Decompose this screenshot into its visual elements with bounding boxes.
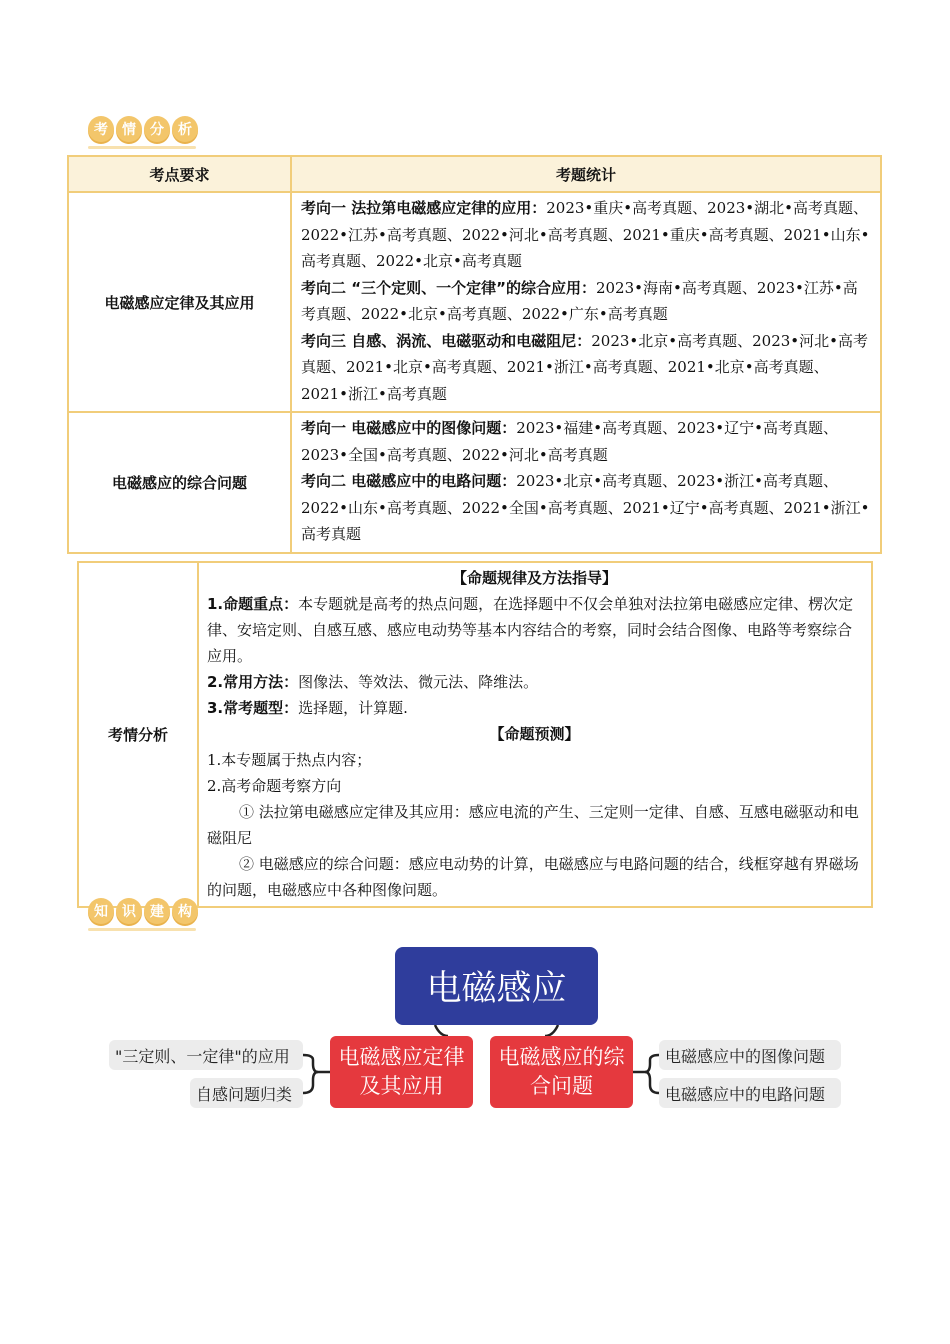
badge-char: 分: [144, 116, 170, 142]
list-item: 考向二 电磁感应中的电路问题：2023•北京•高考真题、2023•浙江•高考真题、2022•山东•高考真题、2022•全国•高考真题、2021•辽宁•高考真题、2021•浙江•高考真题: [301, 472, 870, 543]
row-category: 电磁感应的综合问题: [68, 412, 291, 553]
list-item: 考向二 “三个定则、一个定律”的综合应用：2023•海南•高考真题、2023•江苏•高考真题、2022•北京•高考真题、2022•广东•高考真题: [301, 278, 858, 323]
paragraph-methods: 2.常用方法：图像法、等效法、微元法、降维法。: [207, 673, 539, 691]
mindmap-leaf: 电磁感应中的电路问题: [659, 1078, 841, 1108]
heading-prediction: 【命题预测】: [489, 725, 580, 743]
badge-char: 建: [144, 898, 170, 924]
mindmap-leaf: "三定则、一定律"的应用: [109, 1040, 303, 1070]
paragraph-focus: 1.命题重点：本专题就是高考的热点问题，在选择题中不仅会单独对法拉第电磁感应定律、楞次定律、安培定则、自感互感、感应电动势等基本内容结合的考察，同时会结合图像、电路等考察综合应用。: [207, 595, 854, 665]
paragraph-types: 3.常考题型：选择题，计算题.: [207, 699, 408, 717]
header-statistics: 考题统计: [291, 156, 881, 192]
badge-char: 考: [88, 116, 114, 142]
prediction-line: ② 电磁感应的综合问题：感应电动势的计算，电磁感应与电路问题的结合，线框穿越有界磁场的问题，电磁感应中各种图像问题。: [207, 855, 859, 899]
mindmap-branch-comprehensive: 电磁感应的综合问题: [490, 1036, 633, 1108]
heading-guidance: 【命题规律及方法指导】: [451, 569, 617, 587]
mindmap-branch-law: 电磁感应定律及其应用: [330, 1036, 473, 1108]
mindmap-root: 电磁感应: [395, 947, 598, 1025]
badge-char: 识: [116, 898, 142, 924]
badge-char: 情: [116, 116, 142, 142]
prediction-line: ① 法拉第电磁感应定律及其应用：感应电流的产生、三定则一定律、自感、互感电磁驱动和电磁阻尼: [207, 803, 859, 847]
mindmap-leaf: 电磁感应中的图像问题: [659, 1040, 841, 1070]
list-item: 考向一 法拉第电磁感应定律的应用：2023•重庆•高考真题、2023•湖北•高考真题、2022•江苏•高考真题、2022•河北•高考真题、2021•重庆•高考真题、2021•山东•高考真题、2022•北京•高考真题: [301, 199, 870, 270]
prediction-line: 2.高考命题考察方向: [207, 777, 342, 795]
list-item: 考向一 电磁感应中的图像问题：2023•福建•高考真题、2023•辽宁•高考真题、2023•全国•高考真题、2022•河北•高考真题: [301, 419, 838, 464]
prediction-line: 1.本专题属于热点内容；: [207, 751, 372, 769]
badge-char: 构: [172, 898, 198, 924]
mindmap-leaf: 自感问题归类: [190, 1078, 303, 1108]
analysis-category: 考情分析: [78, 562, 198, 907]
header-requirement: 考点要求: [68, 156, 291, 192]
row-category: 电磁感应定律及其应用: [68, 192, 291, 412]
badge-char: 析: [172, 116, 198, 142]
badge-char: 知: [88, 898, 114, 924]
list-item: 考向三 自感、涡流、电磁驱动和电磁阻尼：2023•北京•高考真题、2023•河北•高考真题、2021•北京•高考真题、2021•浙江•高考真题、2021•北京•高考真题、2021•浙江•高考真题: [301, 331, 868, 403]
